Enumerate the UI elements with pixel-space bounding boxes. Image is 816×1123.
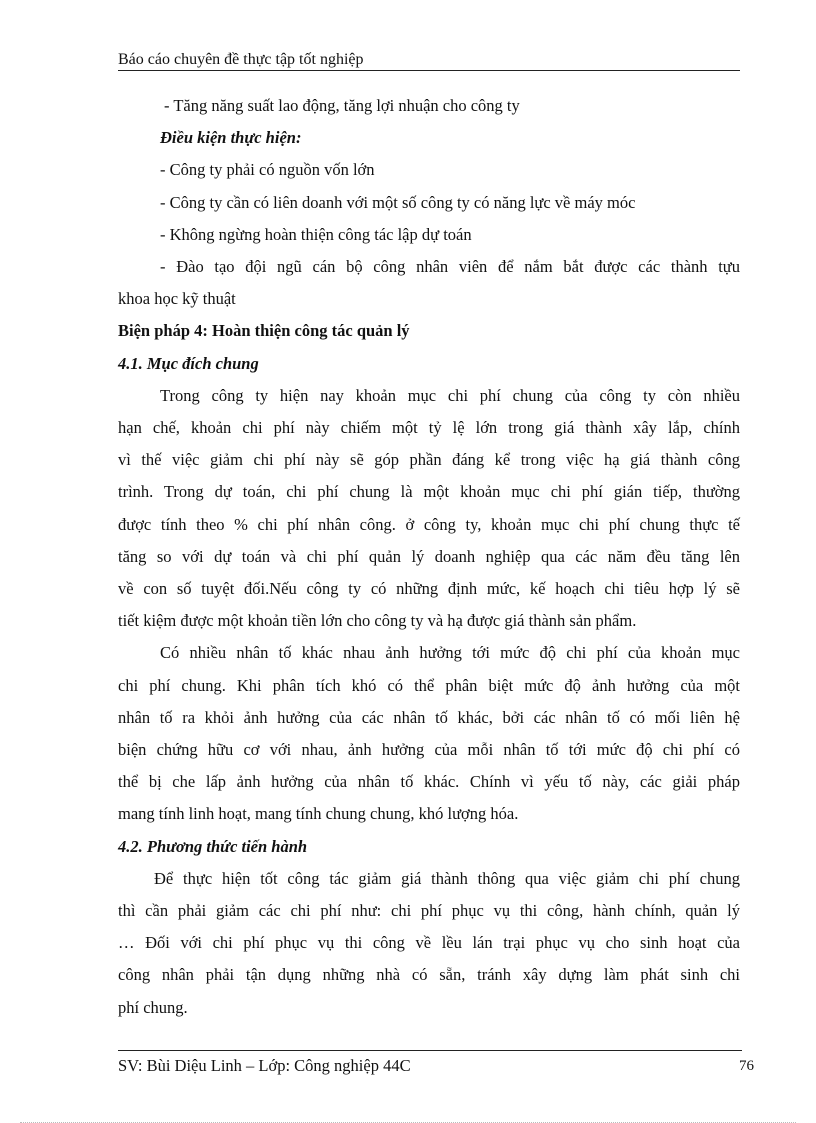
text-line: khoa học kỹ thuật: [118, 289, 236, 309]
section-heading: Biện pháp 4: Hoàn thiện công tác quản lý: [118, 321, 410, 341]
text-line: Có nhiều nhân tố khác nhau ảnh hưởng tới mức độ chi phí của khoản mục: [160, 643, 740, 663]
text-line: thể bị che lấp ảnh hưởng của nhân tố khác. Chính vì yếu tố này, các giải pháp: [118, 772, 740, 792]
text-line: tiết kiệm được một khoản tiền lớn cho công ty và hạ được giá thành sản phẩm.: [118, 611, 637, 631]
text-line: trình. Trong dự toán, chi phí chung là một khoản mục chi phí gián tiếp, thường: [118, 482, 740, 502]
text-line: được tính theo % chi phí nhân công. ở công ty, khoản mục chi phí chung thực tế: [118, 514, 740, 534]
text-line: … Đối với chi phí phục vụ thi công về lều lán trại phục vụ cho sinh hoạt của: [118, 933, 740, 953]
footer-student-info: SV: Bùi Diệu Linh – Lớp: Công nghiệp 44C: [118, 1056, 411, 1075]
text-line: - Tăng năng suất lao động, tăng lợi nhuận cho công ty: [164, 96, 520, 115]
text-line: Để thực hiện tốt công tác giảm giá thành thông qua việc giảm chi phí chung: [154, 868, 740, 888]
text-line: biện chứng hữu cơ với nhau, ảnh hưởng của mỗi nhân tố tới mức độ chi phí có: [118, 740, 740, 760]
text-line: về con số tuyệt đối.Nếu công ty có những định mức, kế hoạch chi tiêu hợp lý sẽ: [118, 579, 740, 599]
page-body: [118, 90, 740, 1024]
text-line: tăng so với dự toán và chi phí quản lý doanh nghiệp qua các năm đều tăng lên: [118, 546, 740, 566]
text-line: hạn chế, khoản chi phí này chiếm một tỷ lệ lớn trong giá thành xây lắp, chính: [118, 418, 740, 438]
text-line: công nhân phải tận dụng những nhà có sẵn, tránh xây dựng làm phát sinh chi: [118, 965, 740, 985]
page-header: Báo cáo chuyên đề thực tập tốt nghiệp: [118, 50, 740, 71]
text-line: thì cần phải giảm các chi phí như: chi phí phục vụ thi công, hành chính, quản lý: [118, 901, 740, 921]
text-line: chi phí chung. Khi phân tích khó có thể phân biệt mức độ ảnh hưởng của một: [118, 675, 740, 695]
section-heading: Điều kiện thực hiện:: [160, 128, 302, 148]
page-footer: [118, 1056, 758, 1076]
text-line: nhân tố ra khỏi ảnh hưởng của các nhân tố khác, bởi các nhân tố có mối liên hệ: [118, 707, 740, 727]
text-line: - Công ty phải có nguồn vốn lớn: [160, 160, 375, 180]
footer-divider: [118, 1050, 742, 1051]
page-number: 76: [739, 1058, 754, 1074]
text-line: mang tính linh hoạt, mang tính chung chung, khó lượng hóa.: [118, 804, 519, 824]
text-line: Trong công ty hiện nay khoản mục chi phí chung của công ty còn nhiều: [160, 385, 740, 405]
subsection-heading: 4.1. Mục đích chung: [118, 353, 259, 373]
subsection-heading: 4.2. Phương thức tiến hành: [118, 836, 308, 856]
text-line: vì thế việc giảm chi phí này sẽ góp phần đáng kể trong việc hạ giá thành công: [118, 450, 740, 470]
text-line: phí chung.: [118, 997, 188, 1017]
text-line: - Không ngừng hoàn thiện công tác lập dự toán: [160, 224, 472, 244]
text-line: - Công ty cần có liên doanh với một số công ty có năng lực về máy móc: [160, 192, 636, 212]
text-line: - Đào tạo đội ngũ cán bộ công nhân viên để nắm bắt được các thành tựu: [160, 257, 740, 277]
